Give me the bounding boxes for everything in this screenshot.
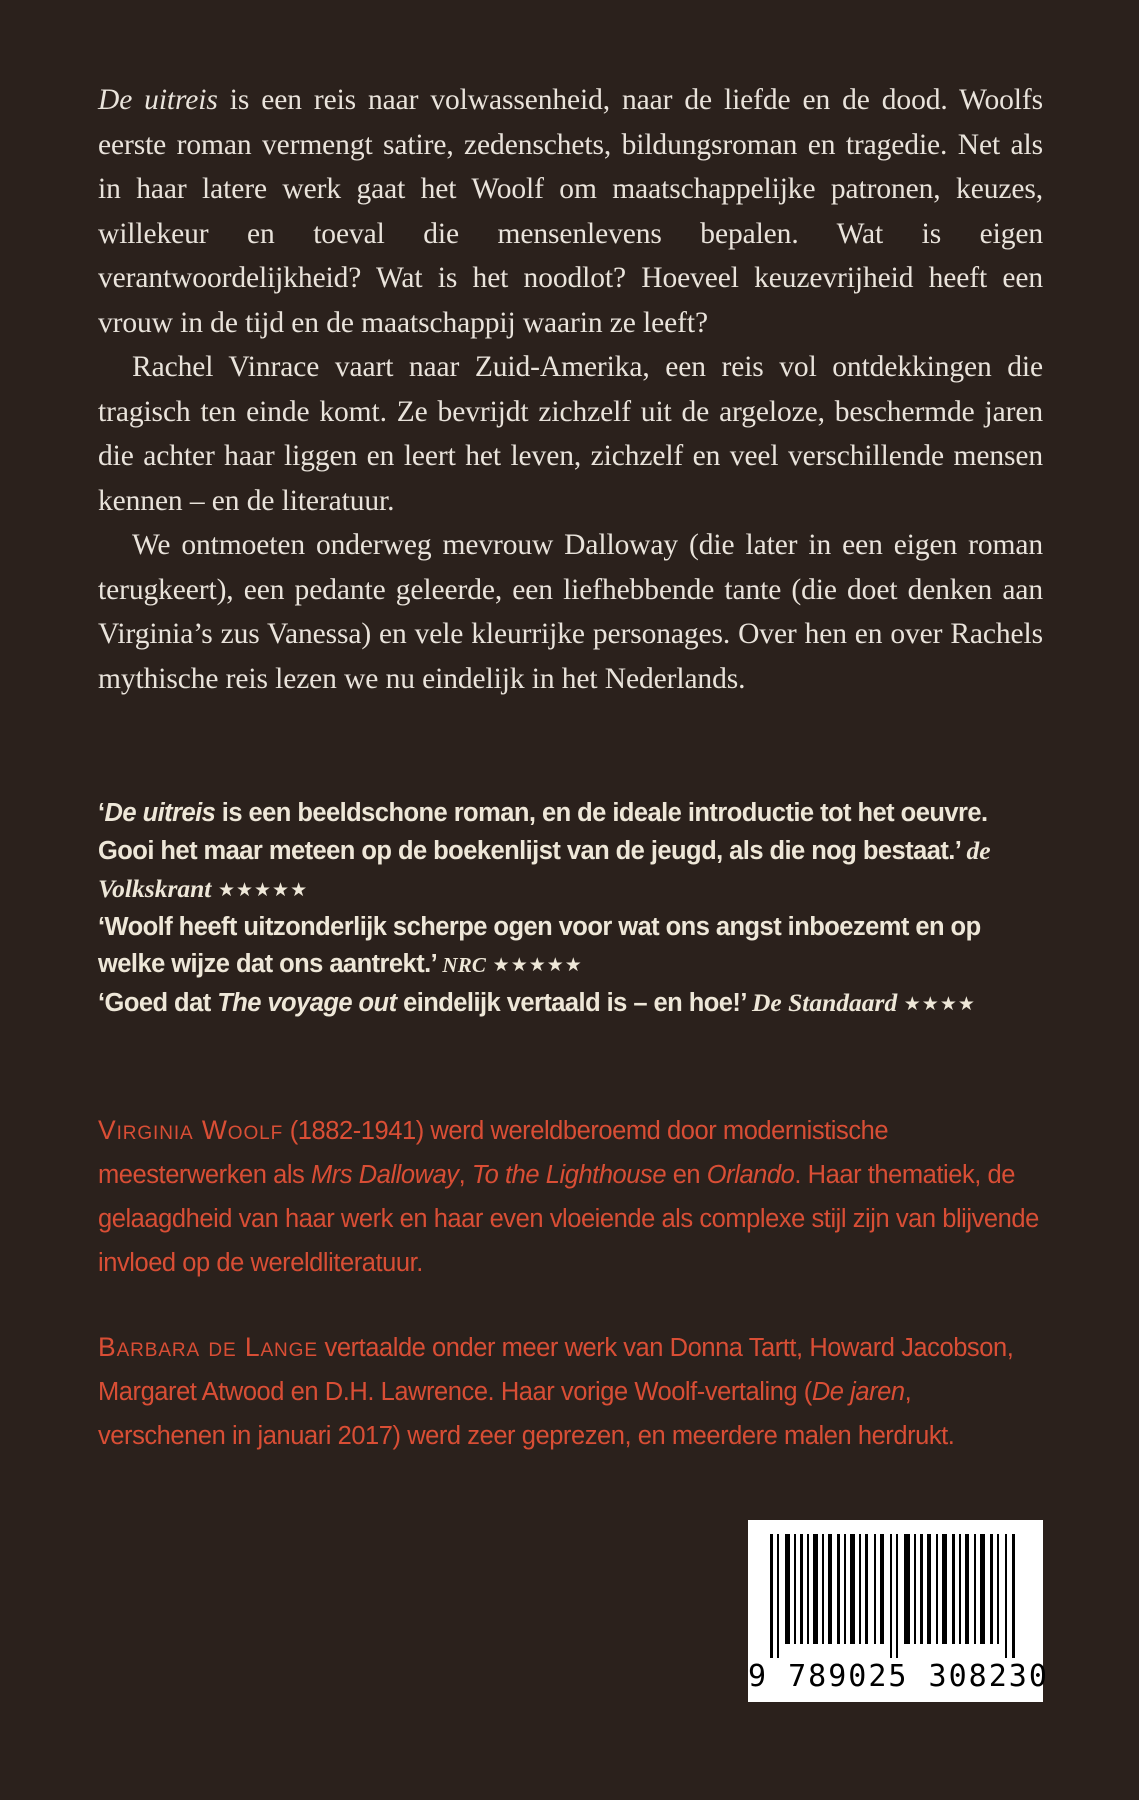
blurb-paragraph-3: We ontmoeten onderweg mevrouw Dalloway (die later in een eigen roman terugkeert), een pedante geleerde, een liefhebbende tante (die doet denken aan Virginia’s zus Vanessa) en vele kleurrijke personages. Over hen en over Rachels mythische reis lezen we nu eindelijk in het Nederlands. [98, 529, 1043, 695]
translator-bio-text-1: vertaalde onder meer werk van Donna Tartt, Howard Jacobson, Margaret Atwood en D.H. Lawrence. Haar vorige Woolf-vertaling ( [98, 1334, 1014, 1406]
quote-open-mark-2: ‘ [98, 913, 105, 941]
author-bio [98, 1108, 1043, 1285]
author-bio-paragraph [98, 1108, 1043, 1285]
review-title-3: The voyage out [217, 989, 397, 1017]
author-bio-text-2: . Haar thematiek, de gelaagdheid van haar werk en haar even vloeiende als complexe stijl zijn van blijvende invloed op de wereldliteratuur. [98, 1161, 1039, 1277]
translator-work-de-jaren: De jaren [811, 1378, 905, 1406]
blurb-paragraph-1-body: is een reis naar volwassenheid, naar de liefde en de dood. Woolfs eerste roman vermengt satire, zedenschets, bildungsroman en tragedie. Net als in haar latere werk gaat het Woolf om maatschappelijke patronen, keuzes, willekeur en toeval die mensenlevens bepalen. Wat is eigen verantwoordelijkheid? Wat is het noodlot? Hoeveel keuzevrijheid heeft een vrouw in de tijd en de maatschappij waarin ze leeft? [98, 84, 1043, 339]
barcode-panel [748, 1520, 1049, 1702]
star-rating-volkskrant: ★★★★★ [217, 879, 309, 901]
barcode-bars [764, 1534, 1027, 1658]
quote-open-mark-3: ‘ [98, 989, 105, 1017]
translator-bio-text-2: , verschenen in januari 2017) werd zeer geprezen, en meerdere malen herdrukt. [98, 1378, 955, 1450]
translator-bio-paragraph [98, 1325, 1043, 1458]
author-work-sep-1: , [458, 1161, 472, 1189]
review-quote-nrc [98, 909, 1048, 984]
barcode-number: 9 789025 308230 [748, 1659, 1049, 1694]
review-body-2: Woolf heeft uitzonderlijk scherpe ogen voor wat ons angst inboezemt en op welke wijze dat ons aantrekt.’ [98, 913, 981, 978]
blurb-text [98, 78, 1043, 701]
blurb-paragraph-1 [98, 78, 1043, 345]
review-source-volkskrant: de Volkskrant [98, 836, 991, 903]
review-quote-volkskrant [98, 795, 1048, 909]
review-source-standaard: De Standaard [751, 988, 898, 1017]
author-name: Virginia Woolf [98, 1115, 284, 1145]
review-source-nrc: NRC [442, 953, 487, 977]
blurb-book-title: De uitreis [98, 84, 218, 116]
blurb-paragraph-2: Rachel Vinrace vaart naar Zuid-Amerika, een reis vol ontdekkingen die tragisch ten einde komt. Ze bevrijdt zichzelf uit de argeloze, beschermde jaren die achter haar liggen en leert het leven, zichzelf en veel verschillende mensen kennen – en de literatuur. [98, 351, 1043, 517]
author-bio-text-1: (1882-1941) werd wereldberoemd door modernistische meesterwerken als [98, 1117, 889, 1189]
review-body-3: eindelijk vertaald is – en hoe!’ [396, 989, 752, 1017]
review-quote-standaard [98, 984, 1048, 1023]
author-work-mrs-dalloway: Mrs Dalloway [310, 1161, 459, 1189]
star-rating-standaard: ★★★★ [903, 993, 976, 1015]
author-work-to-the-lighthouse: To the Lighthouse [471, 1161, 667, 1189]
translator-bio [98, 1325, 1043, 1458]
quote-open-mark-1: ‘ [98, 799, 105, 827]
review-body-1: is een beeldschone roman, en de ideale introductie tot het oeuvre. Gooi het maar meteen op de boekenlijst van de jeugd, als die nog bestaat.’ [98, 799, 988, 865]
review-prefix-3: Goed dat [104, 989, 218, 1017]
review-quotes [98, 795, 1048, 1023]
author-work-orlando: Orlando [706, 1161, 795, 1189]
star-rating-nrc: ★★★★★ [492, 954, 583, 976]
review-title-1: De uitreis [104, 799, 216, 827]
translator-name: Barbara de Lange [98, 1332, 318, 1362]
author-work-sep-2: en [666, 1161, 707, 1189]
